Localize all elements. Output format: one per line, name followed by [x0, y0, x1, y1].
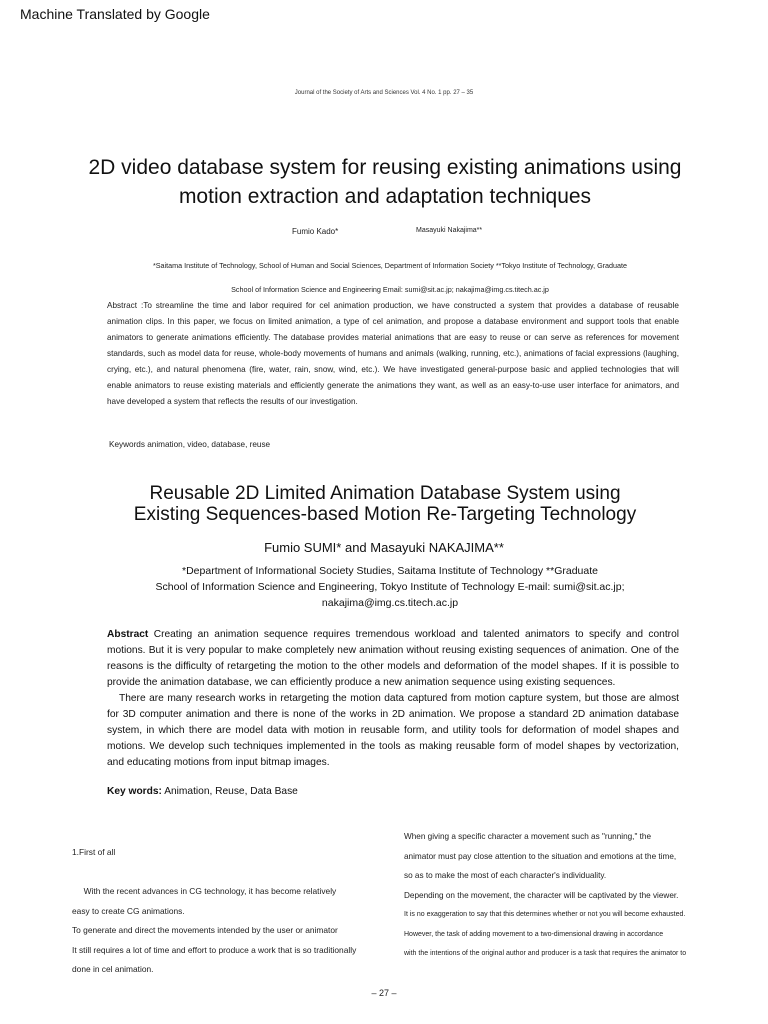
- abstract-paragraph: There are many research works in retargeting the motion data captured from motion capture system, but those are almost for 3D computer animation and there is none of the works in 2D animation. We propose a standard 2D animation database system, in which there are model data with motion in reusable form, and utility tools for deformation of model shapes and motions. We develop such techniques implemented in the tools as making reusable form of model shapes by vectorization, and educating motions from input bitmap images.: [107, 693, 679, 768]
- body-line: Depending on the movement, the character will be captivated by the viewer.: [404, 890, 679, 900]
- abstract-label: Abstract: [107, 629, 149, 640]
- body-line: It still requires a lot of time and effort to produce a work that is so traditionally: [72, 944, 357, 955]
- keywords-english: [107, 786, 298, 797]
- body-line: With the recent advances in CG technology, it has become relatively: [72, 886, 337, 896]
- body-column-left: [72, 843, 392, 980]
- affiliation-translated: [110, 254, 670, 302]
- abstract-translated: Abstract :To streamline the time and labor required for cel animation production, we have constructed a system that provides a database of reusable animation clips. In this paper, we focus on limited animation, a type of cel animation, and propose a database environment and support tools that enable animators to generate animations efficiently. The database provides material animations that are easy to reuse or can serve as references for movement standards, such as model data for reuse, whole-body movements of humans and animals (walking, running, etc.), animations of facial expressions (laughing, crying, etc.), and natural phenomena (fire, water, rain, snow, wind, etc.). We have investigated general-purpose basic and applied technologies that will enable animators to reuse existing materials and efficiently generate the animations they want, as well as an easy-to-use user interface for animators, and have developed a system that reflects the results of our investigation.: [107, 301, 679, 406]
- title-line: 2D video database system for reusing existing animations using: [88, 156, 682, 179]
- affiliation-english: [140, 563, 640, 611]
- authors-english: Fumio SUMI* and Masayuki NAKAJIMA**: [264, 540, 504, 555]
- body-line: It is no exaggeration to say that this determines whether or not you will become exhausted.: [404, 911, 686, 918]
- affiliation-line: School of Information Science and Engineering, Tokyo Institute of Technology E-mail: sumi@sit.ac.jp;: [155, 581, 625, 593]
- body-line: so as to make the most of each character's individuality.: [404, 871, 607, 880]
- keywords-value: Animation, Reuse, Data Base: [161, 786, 298, 797]
- page-number: – 27 –: [371, 988, 397, 998]
- affiliation-line: *Saitama Institute of Technology, School of Human and Social Sciences, Department of Information Society **Tokyo Institute of Technology, Graduate: [152, 261, 628, 270]
- title-line: Reusable 2D Limited Animation Database System using: [149, 483, 621, 504]
- affiliation-line: *Department of Informational Society Studies, Saitama Institute of Technology **Graduate: [182, 565, 598, 577]
- title-line: Existing Sequences-based Motion Re-Targeting Technology: [133, 504, 637, 525]
- abstract-text: Creating an animation sequence requires tremendous workload and talented animators to specify and control motions. But it is very popular to make completely new animation without reusing existing sequences of animation. One of the reasons is the difficulty of retargeting the motion to the other models and deformation of the model shapes. If it is possible to provide the animation database, we can efficiently produce a new animation sequence using existing sequences.: [107, 629, 679, 688]
- abstract-paragraph: [107, 627, 679, 691]
- affiliation-line: School of Information Science and Engineering Email: sumi@sit.ac.jp; nakajima@img.cs.titech.ac.jp: [231, 285, 549, 294]
- body-line: When giving a specific character a movement such as "running," the: [404, 832, 652, 841]
- keywords-label: Key words:: [107, 786, 162, 797]
- body-line: animator must pay close attention to the situation and emotions at the time,: [404, 851, 677, 861]
- body-line: [72, 863, 392, 883]
- paper-title-english: [60, 483, 710, 525]
- paper-title-translated: [60, 153, 710, 211]
- journal-citation: Journal of the Society of Arts and Sciences Vol. 4 No. 1 pp. 27 – 35: [294, 90, 474, 96]
- body-line: 1.First of all: [72, 847, 116, 857]
- body-line: easy to create CG animations.: [72, 905, 185, 916]
- author-name: Masayuki Nakajima**: [416, 227, 483, 234]
- body-line: done in cel animation.: [72, 964, 154, 974]
- keywords-translated: Keywords animation, video, database, reuse: [109, 440, 271, 449]
- machine-translation-banner: Machine Translated by Google: [20, 6, 210, 22]
- title-line: motion extraction and adaptation techniques: [178, 185, 592, 208]
- affiliation-line: nakajima@img.cs.titech.ac.jp: [321, 597, 459, 609]
- abstract-english: [107, 627, 679, 771]
- body-line: with the intentions of the original author and producer is a task that requires the animator to: [404, 950, 687, 957]
- body-line: To generate and direct the movements intended by the user or animator: [72, 925, 338, 935]
- author-name: Fumio Kado*: [292, 227, 339, 236]
- body-column-right: [404, 827, 734, 964]
- body-line: However, the task of adding movement to a two-dimensional drawing in accordance: [404, 930, 664, 938]
